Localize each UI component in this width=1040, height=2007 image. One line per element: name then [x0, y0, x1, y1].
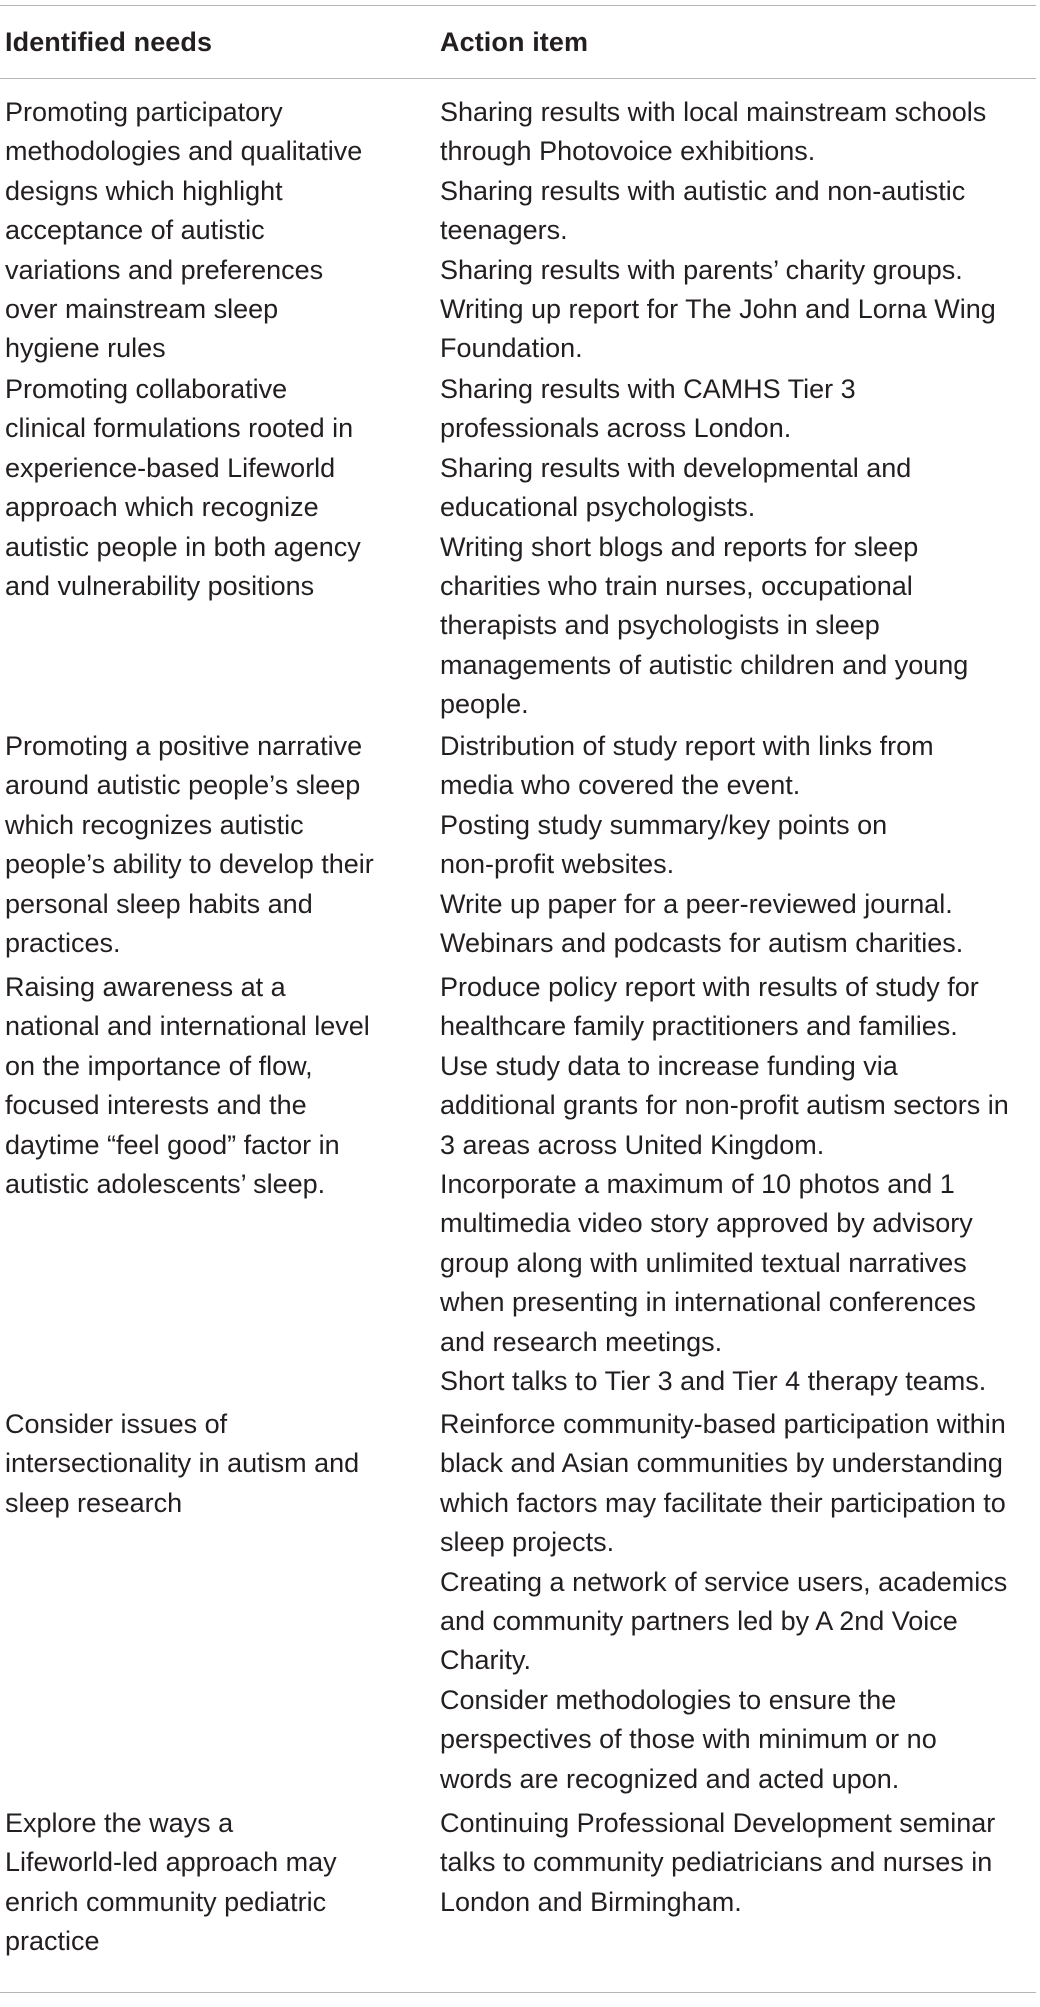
- action-text-line: people.: [440, 689, 529, 720]
- need-text-line: variations and preferences: [5, 254, 324, 285]
- header-identified-needs: Identified needs: [5, 27, 213, 57]
- need-text-line: Raising awareness at a: [5, 972, 286, 1002]
- need-text-line: Lifeworld-led approach may: [5, 1847, 337, 1878]
- need-text-line: personal sleep habits and: [5, 888, 313, 919]
- table-header-row: [0, 6, 1036, 78]
- action-text-line: Writing short blogs and reports for sleep: [440, 531, 919, 562]
- need-text-line: Explore the ways a: [5, 1808, 234, 1838]
- action-text-line: multimedia video story approved by advisory: [440, 1208, 973, 1239]
- action-text-line: additional grants for non-profit autism sectors in: [440, 1090, 1009, 1121]
- need-text-line: on the importance of flow,: [5, 1050, 313, 1081]
- action-text-line: Distribution of study report with links from: [440, 731, 934, 761]
- need-text-line: designs which highlight: [5, 175, 283, 206]
- action-text-line: talks to community pediatricians and nurses in: [440, 1847, 993, 1878]
- table-body: [0, 79, 1036, 1970]
- action-text-line: Continuing Professional Development seminar: [440, 1808, 996, 1838]
- need-text-line: enrich community pediatric: [5, 1886, 327, 1917]
- need-text-line: people’s ability to develop their: [5, 849, 374, 880]
- action-text-line: through Photovoice exhibitions.: [440, 136, 816, 167]
- action-text-line: Sharing results with local mainstream schools: [440, 97, 987, 127]
- need-text-line: Promoting a positive narrative: [5, 731, 363, 761]
- action-text-line: Sharing results with CAMHS Tier 3: [440, 374, 856, 404]
- action-text-line: London and Birmingham.: [440, 1886, 742, 1917]
- table-row: [0, 1804, 1036, 1970]
- action-text-line: Writing up report for The John and Lorna Wing: [440, 294, 996, 325]
- table-row: [0, 1405, 1036, 1804]
- need-text-line: practice: [5, 1926, 100, 1957]
- action-text-line: Sharing results with parents’ charity groups.: [440, 254, 963, 285]
- need-text-line: approach which recognize: [5, 492, 319, 523]
- need-text-line: daytime “feel good” factor in: [5, 1129, 340, 1160]
- action-text-line: Incorporate a maximum of 10 photos and 1: [440, 1169, 955, 1200]
- action-text-line: media who covered the event.: [440, 770, 801, 801]
- identified-need-cell: [0, 1804, 432, 1962]
- action-text-line: which factors may facilitate their participation to: [440, 1487, 1006, 1518]
- need-text-line: around autistic people’s sleep: [5, 770, 361, 801]
- action-text-line: non-profit websites.: [440, 849, 675, 880]
- table-row: [0, 727, 1036, 968]
- action-text-line: Charity.: [440, 1645, 532, 1676]
- action-text-line: group along with unlimited textual narratives: [440, 1247, 967, 1278]
- table-row: [0, 968, 1036, 1405]
- action-text-line: and community partners led by A 2nd Voice: [440, 1606, 958, 1637]
- table-row: [0, 370, 1036, 727]
- need-text-line: intersectionality in autism and: [5, 1448, 360, 1479]
- action-text-line: words are recognized and acted upon.: [440, 1763, 900, 1794]
- need-text-line: national and international level: [5, 1011, 370, 1042]
- identified-need-cell: [0, 93, 432, 369]
- action-text-line: Produce policy report with results of study for: [440, 972, 979, 1002]
- action-text-line: Sharing results with developmental and: [440, 452, 912, 483]
- action-text-line: Foundation.: [440, 333, 583, 364]
- action-text-line: Consider methodologies to ensure the: [440, 1684, 897, 1715]
- action-text-line: educational psychologists.: [440, 492, 756, 523]
- need-text-line: autistic people in both agency: [5, 531, 361, 562]
- need-text-line: clinical formulations rooted in: [5, 413, 354, 444]
- action-text-line: therapists and psychologists in sleep: [440, 610, 880, 641]
- action-item-cell: [432, 93, 1036, 369]
- action-text-line: Posting study summary/key points on: [440, 809, 888, 840]
- action-item-cell: [432, 1804, 1036, 1922]
- need-text-line: which recognizes autistic: [5, 809, 304, 840]
- action-text-line: sleep projects.: [440, 1527, 615, 1558]
- identified-need-cell: [0, 727, 432, 963]
- action-text-line: healthcare family practitioners and families.: [440, 1011, 958, 1042]
- need-text-line: Promoting collaborative: [5, 374, 288, 404]
- need-text-line: autistic adolescents’ sleep.: [5, 1169, 326, 1200]
- action-text-line: black and Asian communities by understanding: [440, 1448, 1003, 1479]
- action-text-line: Creating a network of service users, academics: [440, 1566, 1008, 1597]
- action-text-line: Use study data to increase funding via: [440, 1050, 898, 1081]
- action-item-cell: [432, 1405, 1036, 1799]
- action-text-line: Webinars and podcasts for autism charities.: [440, 928, 964, 959]
- header-action-item: Action item: [440, 27, 589, 57]
- action-text-line: managements of autistic children and young: [440, 649, 969, 680]
- action-item-cell: [432, 968, 1036, 1401]
- identified-need-cell: [0, 1405, 432, 1523]
- action-item-cell: [432, 727, 1036, 963]
- need-text-line: methodologies and qualitative: [5, 136, 363, 167]
- need-text-line: over mainstream sleep: [5, 294, 279, 325]
- need-text-line: and vulnerability positions: [5, 571, 315, 602]
- action-text-line: when presenting in international conferences: [440, 1287, 976, 1318]
- need-text-line: focused interests and the: [5, 1090, 307, 1121]
- need-text-line: sleep research: [5, 1487, 183, 1518]
- action-text-line: Sharing results with autistic and non-autistic: [440, 175, 966, 206]
- identified-need-cell: [0, 968, 432, 1204]
- need-text-line: Consider issues of: [5, 1409, 228, 1439]
- action-item-cell: [432, 370, 1036, 725]
- action-text-line: and research meetings.: [440, 1326, 723, 1357]
- action-text-line: Write up paper for a peer-reviewed journal.: [440, 888, 953, 919]
- need-text-line: practices.: [5, 928, 121, 959]
- action-text-line: professionals across London.: [440, 413, 792, 444]
- table-row: [0, 93, 1036, 370]
- need-text-line: Promoting participatory: [5, 97, 283, 127]
- action-text-line: charities who train nurses, occupational: [440, 571, 913, 602]
- action-text-line: perspectives of those with minimum or no: [440, 1724, 937, 1755]
- need-text-line: experience-based Lifeworld: [5, 452, 336, 483]
- needs-action-table: [0, 5, 1036, 1970]
- identified-need-cell: [0, 370, 432, 606]
- action-text-line: 3 areas across United Kingdom.: [440, 1129, 825, 1160]
- action-text-line: Reinforce community-based participation within: [440, 1409, 1006, 1439]
- need-text-line: hygiene rules: [5, 333, 166, 364]
- action-text-line: teenagers.: [440, 215, 568, 246]
- need-text-line: acceptance of autistic: [5, 215, 265, 246]
- table-bottom-rule: [0, 1992, 1036, 1993]
- action-text-line: Short talks to Tier 3 and Tier 4 therapy teams.: [440, 1366, 987, 1397]
